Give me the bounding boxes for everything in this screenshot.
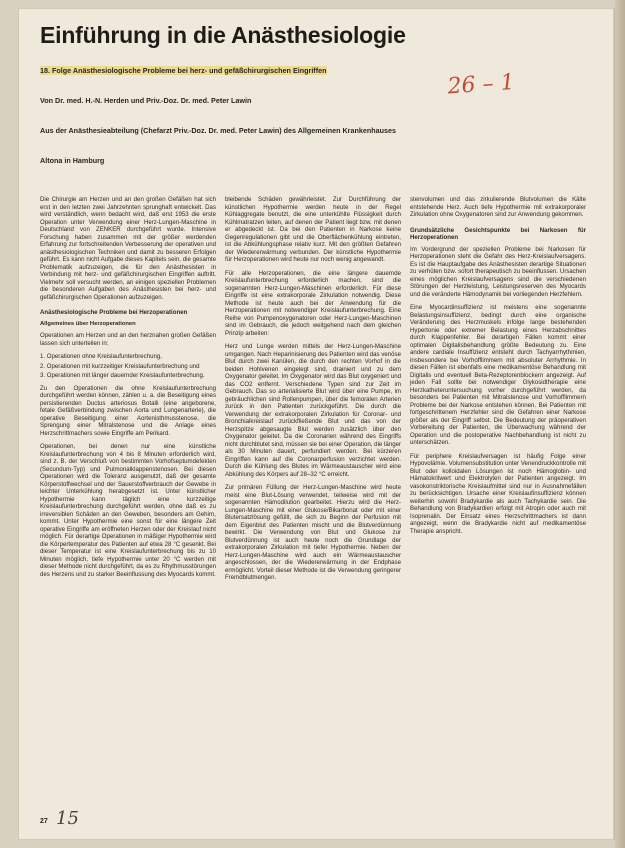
list-item: 2. Operationen mit kurzzeitiger Kreislaufunterbrechung und <box>40 362 200 370</box>
list-item: 1. Operationen ohne Kreislaufunterbrechung, <box>40 353 162 360</box>
page-number: 27 <box>40 818 48 825</box>
paragraph: Für alle Herzoperationen, die eine längere dauernde Kreislaufunterbrechung erforderlich machen, sind die sogenannten Herz-Lungen-Maschinen erforderlich. Für diese Eingriffe ist eine extrakorporale Zirkulation notwendig. Diese Methode ist heute auch bei der Anwendung für die Herzoperationen mit notwendiger Kreislaufunterbrechung. Eine Reihe von Pumpenoxygenatoren oder Herz-Lungen-Maschinen sind im Gebrauch, die jedoch weitgehend nach dem gleichen Prinzip arbeiten: <box>225 269 401 337</box>
paragraph: Zu den Operationen die ohne Kreislaufunterbrechung durchgeführt werden können, zählen u. a. die Beseitigung eines persistierenden Ductus arteriosus Botalli (eine angeborene, fetale Gefäßverbindung zwischen Aorta und Lungenarterie), die operative Beseitigung einer Aortenisthmusstenose, die Sprengung einer Mitralstenose und die Anlage eines Herzschrittmachers sowie Eingriffe am Perikard. <box>40 384 216 437</box>
paragraph: Herz und Lunge werden mittels der Herz-Lungen-Maschine umgangen. Nach Heparinisierung des Patienten wird das venöse Blut durch zwei Kanülen, die durch den rechten Vorhof in die beiden Hohlvenen eingelegt sind, drainiert und zu dem Oxygenator geleitet. Im Oxygenator wird das Blut oxygeniert und das CO2 entfernt. Verschiedene Typen sind zur Zeit im Gebrauch. Das so arterialisierte Blut wird über eine Pumpe, im gebräuchlichen sind Rollenpumpen, über die femoralen Arterien zurück in den Patienten zurückgeführt. Die durch die Verwendung der extrakorporalen Zirkulation für Coronar- und Bronchialkreislauf zurückfließende Blut und das von der Herzspitze abgesaugte Blut werden zusätzlich über den Oxygenator geleitet. Da die Coronarien während des Eingriffs nicht durchblutet sind, müssen sie bei einer Operation, die länger als 30 Minuten dauert, perfundiert werden. Bei kürzeren Eingriffen kann auf die Coronarperfusion verzichtet werden. Durch die Kühlung des Blutes im Wärmeaustauscher wird eine Abkühlung des Körpers auf 28–32 °C erreicht. <box>225 343 401 478</box>
section-heading: Grundsätzliche Gesichtspunkte bei Narkosen für Herzoperationen <box>410 226 586 241</box>
paragraph: Operationen am Herzen und an den herznahen großen Gefäßen lassen sich unterteilen in: <box>40 332 216 347</box>
series-text: 18. Folge Anästhesiologische Probleme bei herz- und gefäßchirurgischen Eingriffen <box>40 66 327 75</box>
paragraph: Operationen, bei denen nur eine künstliche Kreislaufunterbrechung von 4 bis 8 Minuten erforderlich wird, sind z. B. der Verschluß von bestimmten Vorhofseptumdefekten (Secundum-Typ) und Pulmonalklappenstenosen. Bei diesen Operationen wird die Toleranz ausgenutzt, daß der gesamte Körperstoffwechsel und der Sauerstoffverbrauch der Gewebe in leichter Unterkühlung herabgesetzt ist. Unter künstlicher Hypothermie kann täglich eine kurzzeitige Kreislaufunterbrechung durchgeführt werden, ohne daß es zu irreversiblen Schäden an den Geweben, besonders am Gehirn, kommt. Unter Hypothermie eine sonst für eine längere Zeit operative Eingriffe am eröffneten Herzen oder der Kreislauf nicht möglich. Für derartige Operationen in mäßiger Hypothermie wird die Körpertemperatur des Patienten auf etwa 28 °C gesenkt. Bei dieser Temperatur ist eine Kreislaufunterbrechung bis zu 10 Minuten möglich, tiefe Hypothermie unter 20 °C werden mit dieser Methode nicht durchgeführt, da es zu Rhythmusstörungen des Herzens und zu starker Beeinflussung des Myocards kommt. <box>40 443 216 578</box>
authors-line: Von Dr. med. H.-N. Herden und Priv.-Doz. Dr. med. Peter Lawin <box>40 96 252 105</box>
paragraph: Für periphere Kreislaufversagen ist häufig Folge einer Hypovolämie. Volumensubstitution unter Venendruckkontrolle mit Blut oder kolloidalen Lösungen ist noch Hämoglobin- und Hämatokritwert und Elektrolyten der Patienten angezeigt. Im vasokonstriktorische Kreislaufmittel sind nur in Ausnahmefällen zu berücksichtigen. Ursache einer Kreislaufinsuffizienz können weiterhin sowohl Bradykardie als auch Tachykardie sein. Die Behandlung von Bradykardien erfolgt mit Atropin oder auch mit Isoprenalin. Der Einsatz eines Herzschrittmachers ist dann angezeigt, wenn die Bradykardie nicht auf medikamentöse Therapie anspricht. <box>410 452 586 535</box>
paragraph: bleibende Schäden gewährleistet. Zur Durchführung der künstlichen Hypothermie werden heute in der Regel Kühlaggregate benutzt, die eine unterkühlte Flüssigkeit durch Kühlmatratzen leiten, auf denen der Patient liegt bzw. mit denen er abgedeckt ist. Da bei den Patienten in Narkose keine Gegenregulationen gibt und die Oberflächenkühlung eintreten, ist die Abkühlungsphase relativ kurz. Mit den größten Gefahren der Wiedererwärmung verbunden. Der künstliche Hypothermie für Herzoperationen wird heute nur noch wenig angewandt. <box>225 196 401 263</box>
handwritten-note: 26 – 1 <box>446 69 516 100</box>
paragraph: stenvolumen und das zirkulierende Blutvolumen die Kälte entstehende Herz. Auch tiefe Hypothermie mit extrakorporaler Zirkulation ohne Oxygenatoren sind zur Anwendung gekommen. <box>410 196 586 218</box>
paragraph: Eine Myocardinsuffizienz ist meistens eine sogenannte Belastungsinsuffizienz, bedingt durch eine organische Veränderung des Herzmuskels infolge lange bestehenden Hypertonie oder extremer Belastung eines Herzabschnittes durch Klappenfehler. Bei derartigen Fällen kommt einer optimalen Digitalisbehandlung größte Bedeutung zu. Eine andere cardiale Insuffizienz entsteht durch Tachyarrhythmien, insbesondere bei Vorhofflimmern mit absoluter Arrhythmie. In diesen Fällen ist ebenfalls eine medikamentöse Behandlung mit Digitalis und eventuell Beta-Rezeptorenblockern angezeigt. Auf jeden Fall sollte bei notwendiger Glykosidtherapie eine Herzkatheteruntersuchung vorher durchgeführt werden, da besonders bei Patienten mit Mitralstenose und Vorhofflimmern Probleme bei der Narkose entstehen können. Bei Patienten mit fortgeschrittenem Herzfehler sind die Gefahren einer Narkose größer als der Eingriff selbst. Die Bedeutung der präoperativen Vorbereitung der Patienten, die Überwachung während der Operation und die postoperative Nachbehandlung ist nicht zu unterschätzen. <box>410 304 586 446</box>
article-title: Einführung in die Anästhesiologie <box>40 22 406 48</box>
document-page <box>18 8 614 840</box>
text-column-2 <box>225 196 401 588</box>
page-handwriting: 15 <box>56 808 79 829</box>
text-column-3 <box>410 196 586 541</box>
series-line <box>40 66 327 75</box>
city-line: Altona in Hamburg <box>40 156 105 165</box>
operations-list <box>40 353 216 380</box>
paragraph: Die Chirurgie am Herzen und an den großen Gefäßen hat sich erst in den letzten zwei Jahrzehnten sprunghaft entwickelt. Das wird verständlich, wenn bedacht wird, daß erst 1953 die erste Operation unter Verwendung einer Herz-Lungen-Maschine in Deutschland von ZENKER durchgeführt wurde. Intensive Forschung haben zusammen mit der größer werdenden Erfahrung zur fortschreitenden Verbesserung der operativen und anästhesiologischen Techniken und damit zu besseren Erfolgen geführt. Es kann nicht Aufgabe dieses Kapitels sein, die gesamte Problematik aufzuzeigen, die für den Anästhesisten in Verbindung mit herz- und gefäßchirurgischen Eingriffen auftritt. Vielmehr soll versucht werden, an einigen speziellen Problemen die besonderen Aufgaben des Anästhesisten bei herz- und gefäßchirurgischen Operationen aufzuzeigen. <box>40 196 216 301</box>
list-item: 3. Operationen mit länger dauernder Kreislaufunterbrechung. <box>40 372 205 379</box>
text-column-1 <box>40 196 216 584</box>
paragraph: Im Vordergrund der speziellen Probleme bei Narkosen für Herzoperationen steht die Gefahr des Herz-Kreislaufversagens. Es ist die Hauptaufgabe des Anästhesisten derartige Situationen zu verhüten bzw. sofort therapeutisch zu beeinflussen. Ursachen eines möglichen Kreislaufversagens sind die verschiedenen Störungen der Herzleistung, Leistungsreserven des Myocards und die veränderte Hämodynamik bei vorliegenden Herzfehlern. <box>410 245 586 298</box>
department-line: Aus der Anästhesieabteilung (Chefarzt Priv.-Doz. Dr. med. Peter Lawin) des Allgemeinen Krankenhauses <box>40 126 396 135</box>
section-heading: Anästhesiologische Probleme bei Herzoperationen <box>40 309 188 316</box>
paragraph: Zur primären Füllung der Herz-Lungen-Maschine wird heute meist eine Blut-Lösung verwendet, teilweise wird mit der sogenannten Hämodilution gearbeitet. Hierzu wird die Herz-Lungen-Maschine mit einer Glukose/Bikarbonat oder mit einer Blutersatzlösung gefüllt, die sich zu Beginn der Perfusion mit dem Eigenblut des Patienten mischt und die Blutverdünnung bewirkt. Die Verwendung von Blut und Glukose zur Blutverdünnung ist auch heute noch die Grundlage der extrakorporalen Zirkulation mit tiefer Hypothermie. Neben der Herz-Lungen-Maschine wird auch ein Wärmeaustauscher angeschlossen, der die Wiedererwärmung in der Endphase ermöglicht. Vorteil dieser Methode ist die Verwendung geringerer Fremdblutmengen. <box>225 484 401 581</box>
subsection-heading: Allgemeines über Herzoperationen <box>40 320 136 327</box>
page-edge <box>615 0 625 848</box>
